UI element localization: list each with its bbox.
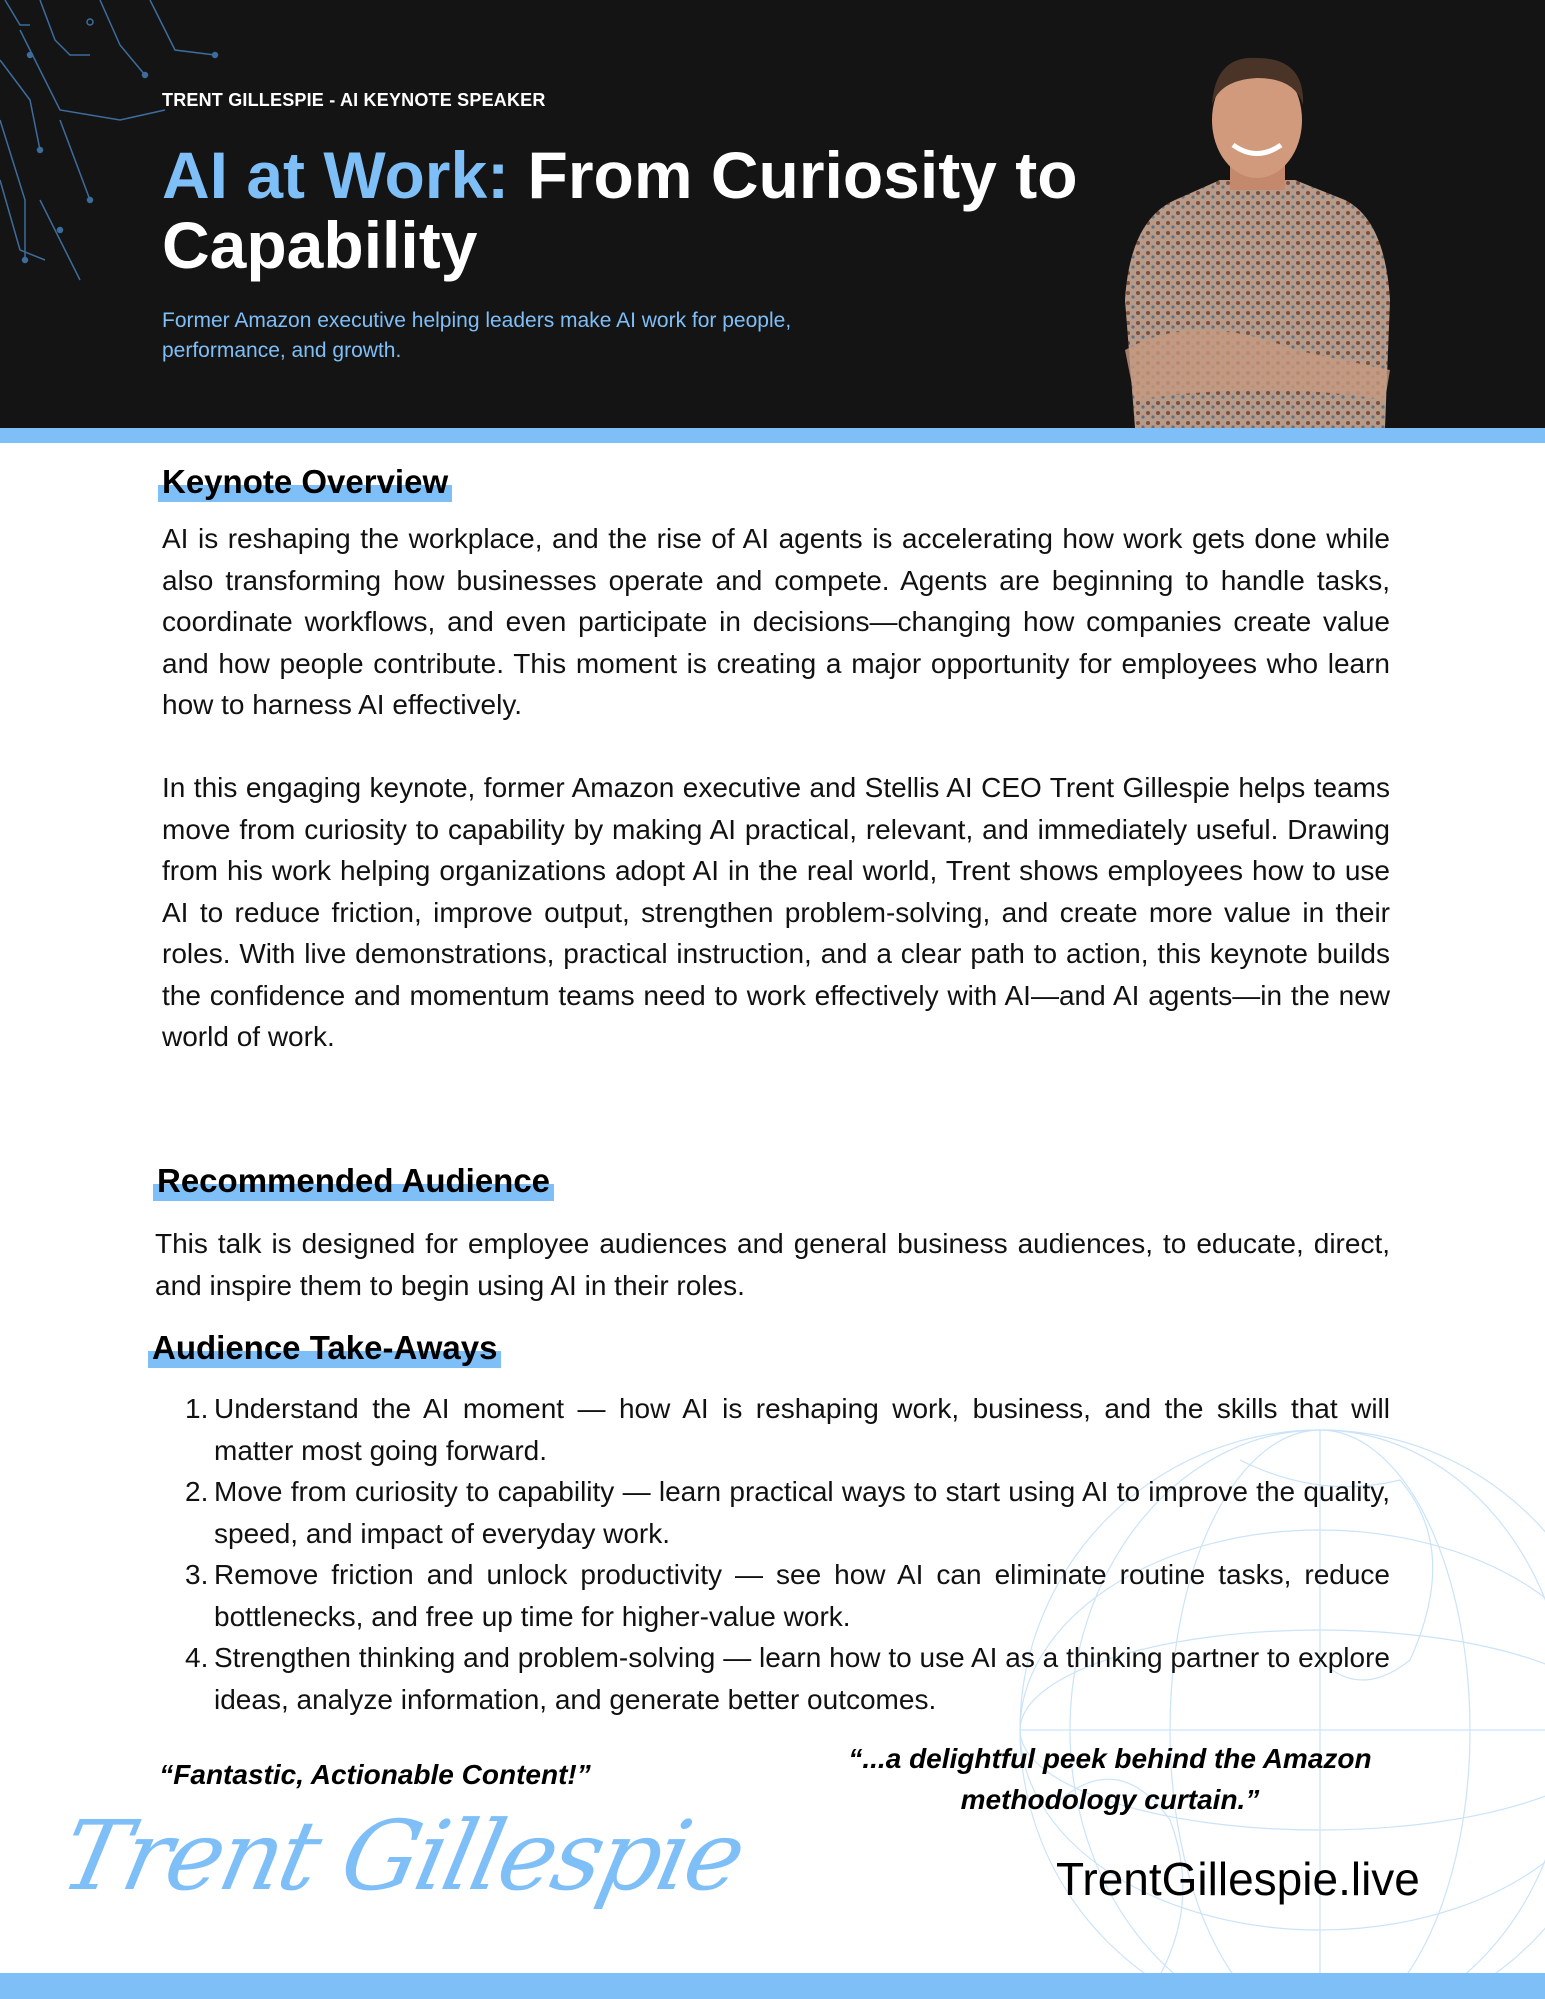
speaker-photo — [1115, 50, 1400, 428]
website-link[interactable]: TrentGillespie.live — [1056, 1853, 1420, 1905]
header-banner — [0, 0, 1545, 428]
list-number: 4. — [185, 1642, 209, 1673]
list-text: Remove friction and unlock productivity — see how AI can eliminate routine tasks, reduce bottlenecks, and free up time for higher-value work. — [214, 1559, 1390, 1632]
accent-band-bottom — [0, 1973, 1545, 1999]
list-item — [185, 1637, 1390, 1720]
list-number: 1. — [185, 1393, 209, 1424]
title-rest: From Curiosity to Capability — [162, 138, 1078, 282]
list-item — [185, 1554, 1390, 1637]
speaker-kicker: TRENT GILLESPIE - AI KEYNOTE SPEAKER — [162, 90, 546, 110]
subtitle: Former Amazon executive helping leaders make AI work for people, performance, and growth. — [162, 309, 792, 362]
list-text: Understand the AI moment — how AI is reshaping work, business, and the skills that will matter most going forward. — [214, 1393, 1390, 1466]
recommended-audience-body: This talk is designed for employee audiences and general business audiences, to educate, direct, and inspire them to begin using AI in their roles. — [155, 1228, 1390, 1301]
overview-paragraph: AI is reshaping the workplace, and the rise of AI agents is accelerating how work gets done while also transforming how businesses operate and compete. Agents are beginning to handle tasks, coordinate workflows, and even participate in decisions—changing how companies create value and how people contribute. This moment is creating a major opportunity for employees who learn how to harness AI effectively. — [162, 523, 1390, 720]
accent-band-top — [0, 428, 1545, 443]
signature-logo: Trent Gillespie — [52, 1800, 753, 1912]
page-title — [162, 140, 1122, 280]
takeaways-list — [185, 1388, 1390, 1720]
keynote-overview-body — [162, 518, 1390, 1058]
keynote-overview-heading: Keynote Overview — [158, 462, 452, 502]
list-item — [185, 1471, 1390, 1554]
testimonial-right: “...a delightful peek behind the Amazon methodology curtain.” — [848, 1743, 1372, 1815]
audience-takeaways-heading: Audience Take-Aways — [148, 1328, 501, 1368]
list-text: Strengthen thinking and problem-solving — learn how to use AI as a thinking partner to explore ideas, analyze information, and generate better outcomes. — [214, 1642, 1390, 1715]
list-text: Move from curiosity to capability — learn practical ways to start using AI to improve the quality, speed, and impact of everyday work. — [214, 1476, 1390, 1549]
overview-paragraph: In this engaging keynote, former Amazon executive and Stellis AI CEO Trent Gillespie helps teams move from curiosity to capability by making AI practical, relevant, and immediately useful. Drawing from his work helping organizations adopt AI in the real world, Trent shows employees how to use AI to reduce friction, improve output, strengthen problem-solving, and create more value in their roles. With live demonstrations, practical instruction, and a clear path to action, this keynote builds the confidence and momentum teams need to work effectively with AI—and AI agents—in the new world of work. — [162, 772, 1390, 1052]
testimonial-left: “Fantastic, Actionable Content!” — [159, 1759, 591, 1790]
title-accent: AI at Work: — [162, 138, 510, 212]
list-number: 3. — [185, 1559, 209, 1590]
recommended-audience-heading: Recommended Audience — [153, 1161, 554, 1201]
list-number: 2. — [185, 1476, 209, 1507]
list-item — [185, 1388, 1390, 1471]
